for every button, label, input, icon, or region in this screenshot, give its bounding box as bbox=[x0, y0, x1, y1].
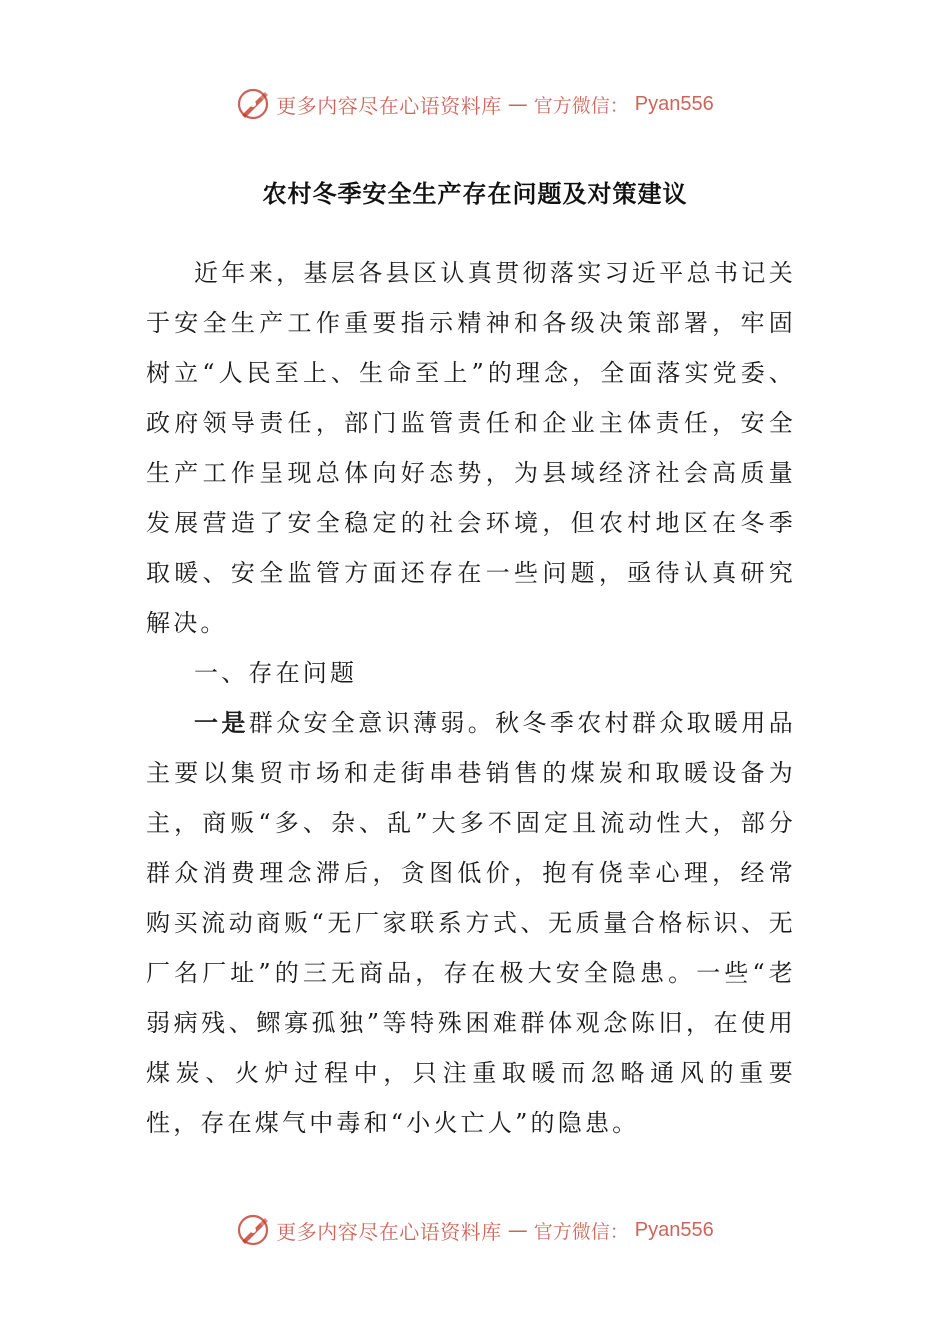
watermark-dash: — bbox=[507, 92, 528, 116]
watermark-text: 更多内容尽在心语资料库 bbox=[276, 1219, 502, 1244]
section-heading: 一、存在问题 bbox=[194, 659, 358, 687]
watermark-footer bbox=[0, 1210, 950, 1250]
document-body bbox=[146, 248, 796, 1148]
watermark-header bbox=[0, 84, 950, 124]
watermark-official-label: 官方微信： bbox=[533, 1220, 629, 1243]
pen-logo-icon bbox=[236, 87, 270, 121]
watermark-official-label: 官方微信： bbox=[533, 94, 629, 117]
point-paragraph bbox=[146, 698, 796, 1148]
watermark-text: 更多内容尽在心语资料库 bbox=[276, 93, 502, 118]
watermark-wechat-id: Pyan556 bbox=[634, 92, 714, 115]
watermark-dash: — bbox=[507, 1218, 528, 1242]
point-lead: 一是 bbox=[194, 709, 249, 737]
pen-logo-icon bbox=[236, 1213, 270, 1247]
document-title: 农村冬季安全生产存在问题及对策建议 bbox=[262, 180, 688, 208]
intro-paragraph: 近年来，基层各县区认真贯彻落实习近平总书记关于安全生产工作重要指示精神和各级决策部署，牢固树立“人民至上、生命至上”的理念，全面落实党委、政府领导责任，部门监管责任和企业主体责任，安全生产工作呈现总体向好态势，为县域经济社会高质量发展营造了安全稳定的社会环境，但农村地区在冬季取暖、安全监管方面还存在一些问题，亟待认真研究解决。 bbox=[146, 259, 796, 637]
watermark-wechat-id: Pyan556 bbox=[634, 1218, 714, 1241]
point-body: 群众安全意识薄弱。秋冬季农村群众取暖用品主要以集贸市场和走街串巷销售的煤炭和取暖设备为主，商贩“多、杂、乱”大多不固定且流动性大，部分群众消费理念滞后，贪图低价，抱有侥幸心理，经常购买流动商贩“无厂家联系方式、无质量合格标识、无厂名厂址”的三无商品，存在极大安全隐患。一些“老弱病残、鳏寡孤独”等特殊困难群体观念陈旧，在使用煤炭、火炉过程中，只注重取暖而忽略通风的重要性，存在煤气中毒和“小火亡人”的隐患。 bbox=[146, 709, 796, 1137]
